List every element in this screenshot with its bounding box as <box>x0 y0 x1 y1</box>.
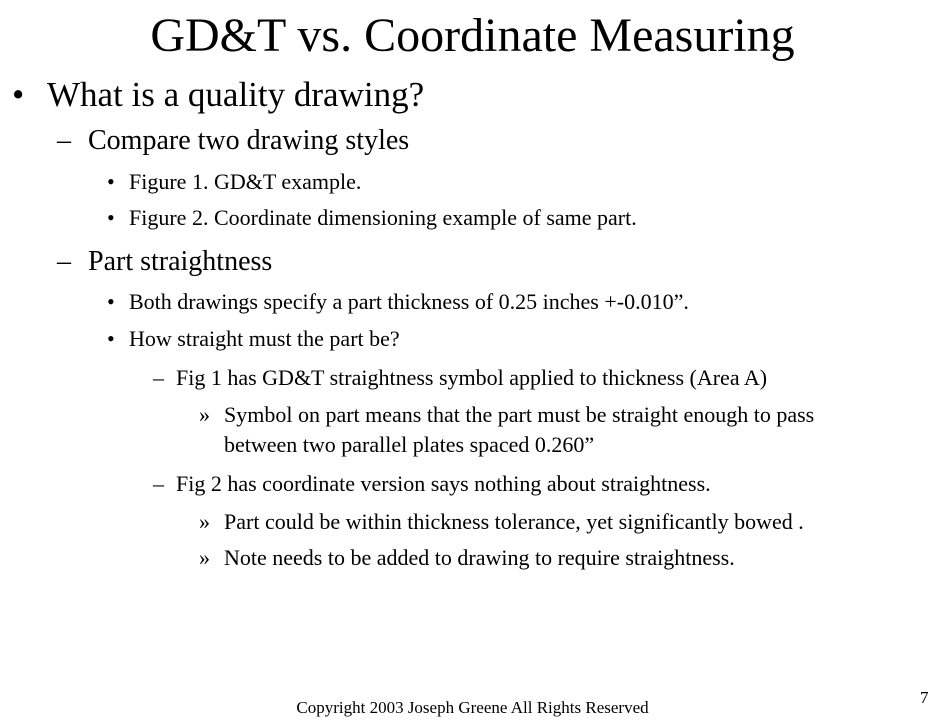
bullet-figure-2: Figure 2. Coordinate dimensioning example of same part. <box>129 205 637 230</box>
bullet-add-note: Note needs to be added to drawing to require straightness. <box>224 545 735 570</box>
dash-marker: – <box>153 365 164 390</box>
bullet-symbol-meaning-line-2: between two parallel plates spaced 0.260” <box>224 432 595 457</box>
bullet-marker: • <box>107 205 115 230</box>
bullet-marker: • <box>12 75 25 114</box>
slide-title: GD&T vs. Coordinate Measuring <box>150 9 795 62</box>
dash-marker: – <box>57 125 71 156</box>
bullet-figure-1: Figure 1. GD&T example. <box>129 169 362 194</box>
bullet-fig-2-straightness: Fig 2 has coordinate version says nothing about straightness. <box>176 471 711 496</box>
bullet-symbol-meaning-line-1: Symbol on part means that the part must be straight enough to pass <box>224 402 815 427</box>
bullet-marker: • <box>107 289 115 314</box>
bullet-compare-drawing-styles: Compare two drawing styles <box>88 125 410 156</box>
bullet-marker: • <box>107 326 115 351</box>
slide-footer: Copyright 2003 Joseph Greene All Rights Reserved <box>296 698 649 717</box>
bullet-what-is-quality-drawing: What is a quality drawing? <box>47 75 425 114</box>
raquo-marker: » <box>199 509 210 534</box>
raquo-marker: » <box>199 402 210 427</box>
bullet-marker: • <box>107 169 115 194</box>
bullet-fig-1-straightness: Fig 1 has GD&T straightness symbol applied to thickness (Area A) <box>176 365 768 390</box>
dash-marker: – <box>153 471 164 496</box>
raquo-marker: » <box>199 545 210 570</box>
bullet-thickness-spec: Both drawings specify a part thickness of 0.25 inches +-0.010”. <box>129 289 689 314</box>
bullet-how-straight: How straight must the part be? <box>129 326 400 351</box>
bullet-bowed-part: Part could be within thickness tolerance, yet significantly bowed . <box>224 509 804 534</box>
dash-marker: – <box>57 246 71 277</box>
bullet-part-straightness: Part straightness <box>88 246 273 277</box>
page-number: 7 <box>920 688 929 707</box>
